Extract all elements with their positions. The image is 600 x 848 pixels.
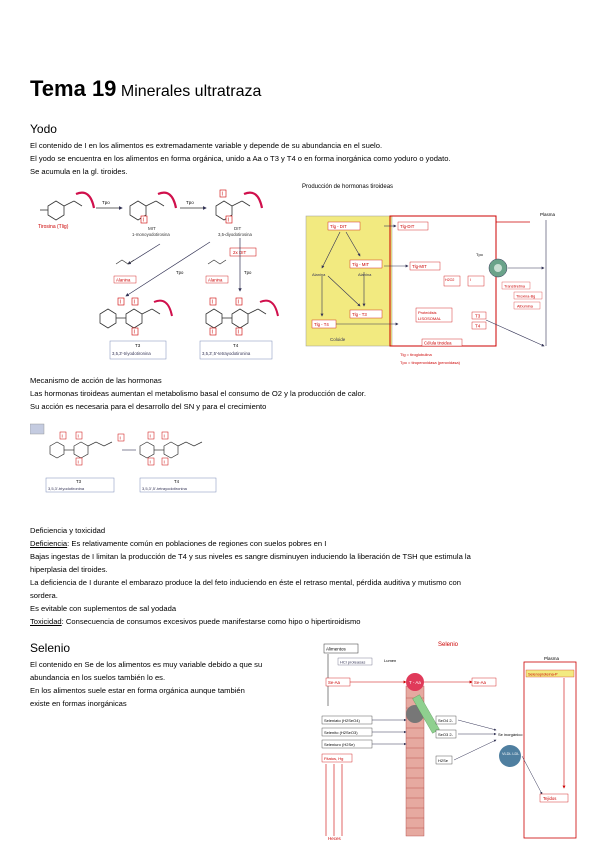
selenoproteina-label: Selenoproteína-P — [528, 672, 558, 677]
svg-text:Alanina: Alanina — [312, 272, 326, 277]
hormones-figure — [30, 420, 230, 496]
deficiencia-line: Es evitable con suplementos de sal yodada — [30, 604, 177, 613]
dit-name: 3,5-diyodotirosina — [218, 232, 252, 237]
svg-text:Tpo: Tpo — [476, 252, 483, 257]
svg-text:I: I — [237, 299, 239, 306]
svg-text:H2O2: H2O2 — [445, 278, 455, 282]
tg-mit-1: Tlg - MIT — [352, 262, 370, 267]
iodination-figure — [30, 186, 292, 366]
svg-text:I: I — [470, 278, 471, 282]
seleniato-label: Seleniato (H2SeO4) — [324, 718, 360, 723]
plasma-label: Plasma — [540, 212, 556, 217]
mecanismo-block — [30, 374, 366, 413]
tg-t3-1: Tlg - T3 — [352, 312, 367, 317]
svg-text:I: I — [221, 191, 223, 198]
tpo-label-1: Tpo — [102, 200, 110, 205]
yodo-line: El yodo se encuentra en los alimentos en forma orgánica, unido a Aa o T3 y T4 o en forma inorgánica como yoduro o yodato. — [30, 154, 451, 163]
svg-text:Tpo: Tpo — [244, 270, 252, 275]
svg-text:I: I — [163, 459, 165, 465]
se-aa-2-label: Se-Aa — [474, 680, 486, 685]
hcl-label: HCl proteasas — [340, 659, 366, 665]
hormone-t4-name: 3,5,3',5'-tetrayodotironina — [142, 486, 187, 491]
hormone-t4-label: T4 — [174, 479, 180, 484]
svg-text:I: I — [119, 435, 121, 441]
yodo-heading: Yodo — [30, 122, 57, 136]
t3-name: 3,5,3'-triyodotironina — [112, 351, 151, 356]
toxicidad-label: Toxicidad — [30, 617, 62, 626]
h2se-label: H2Se — [438, 758, 449, 763]
svg-text:I: I — [133, 329, 135, 336]
t-aa-label: T - Aa — [409, 680, 421, 685]
title-number: Tema 19 — [30, 76, 117, 101]
deficiencia-intro — [30, 537, 471, 550]
deficiencia-heading: Deficiencia y toxicidad — [30, 526, 106, 535]
thyroid-figure-caption: Producción de hormonas tiroideas — [302, 184, 394, 190]
tg-dit-1: Tlg - DIT — [330, 224, 347, 229]
dit2-label: 2x DIT — [233, 250, 247, 255]
tiroxina-label: Tiroxina-Bg — [516, 294, 536, 299]
selenio-heading: Selenio — [30, 641, 71, 655]
deficiencia-text: : Es relativamente común en poblaciones de regiones con suelos pobres en I — [67, 539, 327, 548]
svg-text:I: I — [61, 433, 63, 439]
svg-text:I: I — [149, 433, 151, 439]
tejidos-label: Tejidos — [543, 796, 557, 801]
svg-text:I: I — [133, 299, 135, 306]
seo3-label: SeO3 2- — [438, 732, 453, 737]
svg-text:Alanina: Alanina — [358, 272, 372, 277]
yodo-paragraph — [30, 139, 451, 178]
t3-label: T3 — [135, 343, 141, 348]
tpo-legend: Tpo = tiroperoxidasa (peroxidasa) — [400, 360, 460, 365]
tpo-label-3: Tpo — [176, 270, 184, 275]
deficiencia-label: Deficiencia — [30, 539, 68, 548]
svg-text:I: I — [142, 217, 144, 224]
vldl-label: VLDL LDL — [502, 752, 520, 756]
title-subtitle: Minerales ultratraza — [120, 83, 262, 100]
fitatos-label: Fitatos, Hg — [324, 756, 344, 761]
seleniuro-label: Seleniuro (H2Se) — [324, 742, 355, 747]
selenio-line: abundancia en los suelos también lo es. — [30, 673, 166, 682]
hormone-t3-label: T3 — [76, 479, 82, 484]
mecanismo-line: Las hormonas tiroideas aumentan el metabolismo basal el consumo de O2 y la producción de calor. — [30, 389, 367, 398]
selenio-paragraph — [30, 658, 262, 710]
svg-text:Tlg-MIT: Tlg-MIT — [412, 264, 427, 269]
svg-text:I: I — [211, 329, 213, 336]
transtiretina-label: Transtiretina — [504, 284, 525, 289]
t4-label: T4 — [233, 343, 239, 348]
thyroid-figure — [300, 196, 570, 372]
se-inorg-label: Se inorgánico — [498, 732, 523, 737]
selenio-line: El contenido en Se de los alimentos es muy variable debido a que su — [30, 660, 263, 669]
svg-text:Proteólisis: Proteólisis — [418, 310, 437, 315]
svg-text:T3: T3 — [475, 313, 481, 319]
svg-text:T4: T4 — [475, 323, 481, 329]
selenito-label: Selenito (H2SeO3) — [324, 730, 358, 735]
tpo-label-2: Tpo — [186, 200, 194, 205]
alanina-2: Alanina — [208, 277, 223, 283]
se-aa-label: Se-Aa — [328, 680, 340, 685]
svg-text:I: I — [119, 299, 121, 306]
seo4-label: SeO4 2- — [438, 718, 453, 723]
svg-text:I: I — [77, 459, 79, 465]
selenio-line: En los alimentos suele estar en forma orgánica aunque también — [30, 686, 245, 695]
mecanismo-heading: Mecanismo de acción de las hormonas — [30, 376, 162, 385]
tiroglobulina-label: Tlg = tiroglobulina — [400, 352, 432, 357]
deficiencia-line: La deficiencia de I durante el embarazo produce la del feto induciendo en éste el retraso mental, pérdida auditiva y mutismo con — [30, 578, 461, 587]
toxicidad-text: : Consecuencia de consumos excesivos puede manifestarse como hipo o hipertiroidismo — [61, 617, 361, 626]
yodo-line: El contenido de I en los alimentos es extremadamente variable y depende de su abundancia en el suelo. — [30, 141, 383, 150]
selenio-diagram-title: Selenio — [438, 642, 459, 648]
albumina-label: Albúmina — [517, 304, 533, 309]
yodo-line: Se acumula en la gl. tiroides. — [30, 167, 128, 176]
hormone-t3-name: 3,5,3'-triyodotironina — [48, 486, 85, 491]
selenio-line: existe en formas inorgánicas — [30, 699, 127, 708]
selenio-figure — [318, 638, 580, 842]
svg-text:LISOSOMAL: LISOSOMAL — [418, 316, 442, 321]
deficiencia-line: Bajas ingestas de I limitan la producción de T4 y sus niveles es sangre disminuyen induciendo la liberación de TSH que estimula la — [30, 552, 471, 561]
mecanismo-line: Su acción es necesaria para el desarrollo del SN y para el crecimiento — [30, 402, 267, 411]
mit-name: 1-monoyodotirosina — [132, 232, 170, 237]
deficiencia-line: hiperplasia del tiroides. — [30, 565, 108, 574]
svg-text:Tlg-DIT: Tlg-DIT — [400, 224, 415, 229]
toxicidad-line — [30, 615, 471, 628]
tirosina-label: Tirosina (Tlig) — [38, 224, 69, 230]
plasma-se-label: Plasma — [544, 656, 560, 661]
svg-text:I: I — [77, 433, 79, 439]
deficiencia-line: sordera. — [30, 591, 58, 600]
svg-text:I: I — [163, 433, 165, 439]
page-title — [30, 76, 261, 102]
svg-text:I: I — [211, 299, 213, 306]
deficiencia-block — [30, 524, 471, 628]
svg-text:I: I — [149, 459, 151, 465]
coloide-label: Coloide — [330, 337, 346, 342]
svg-text:I: I — [227, 217, 229, 224]
alimentos-label: Alimentos — [326, 646, 346, 652]
svg-text:I: I — [237, 329, 239, 336]
tg-t4-1: Tlg - T4 — [314, 322, 329, 327]
alanina-1: Alanina — [116, 277, 131, 283]
heces-label: Heces — [328, 836, 341, 841]
dit-label: DIT — [234, 226, 242, 231]
t4-name: 3,5,3',5'-tetrayodotironina — [202, 351, 251, 356]
celula-label: Célula tiroidea — [424, 340, 452, 346]
mit-label: MIT — [148, 226, 156, 231]
lumen-label: Lumen — [384, 658, 397, 663]
